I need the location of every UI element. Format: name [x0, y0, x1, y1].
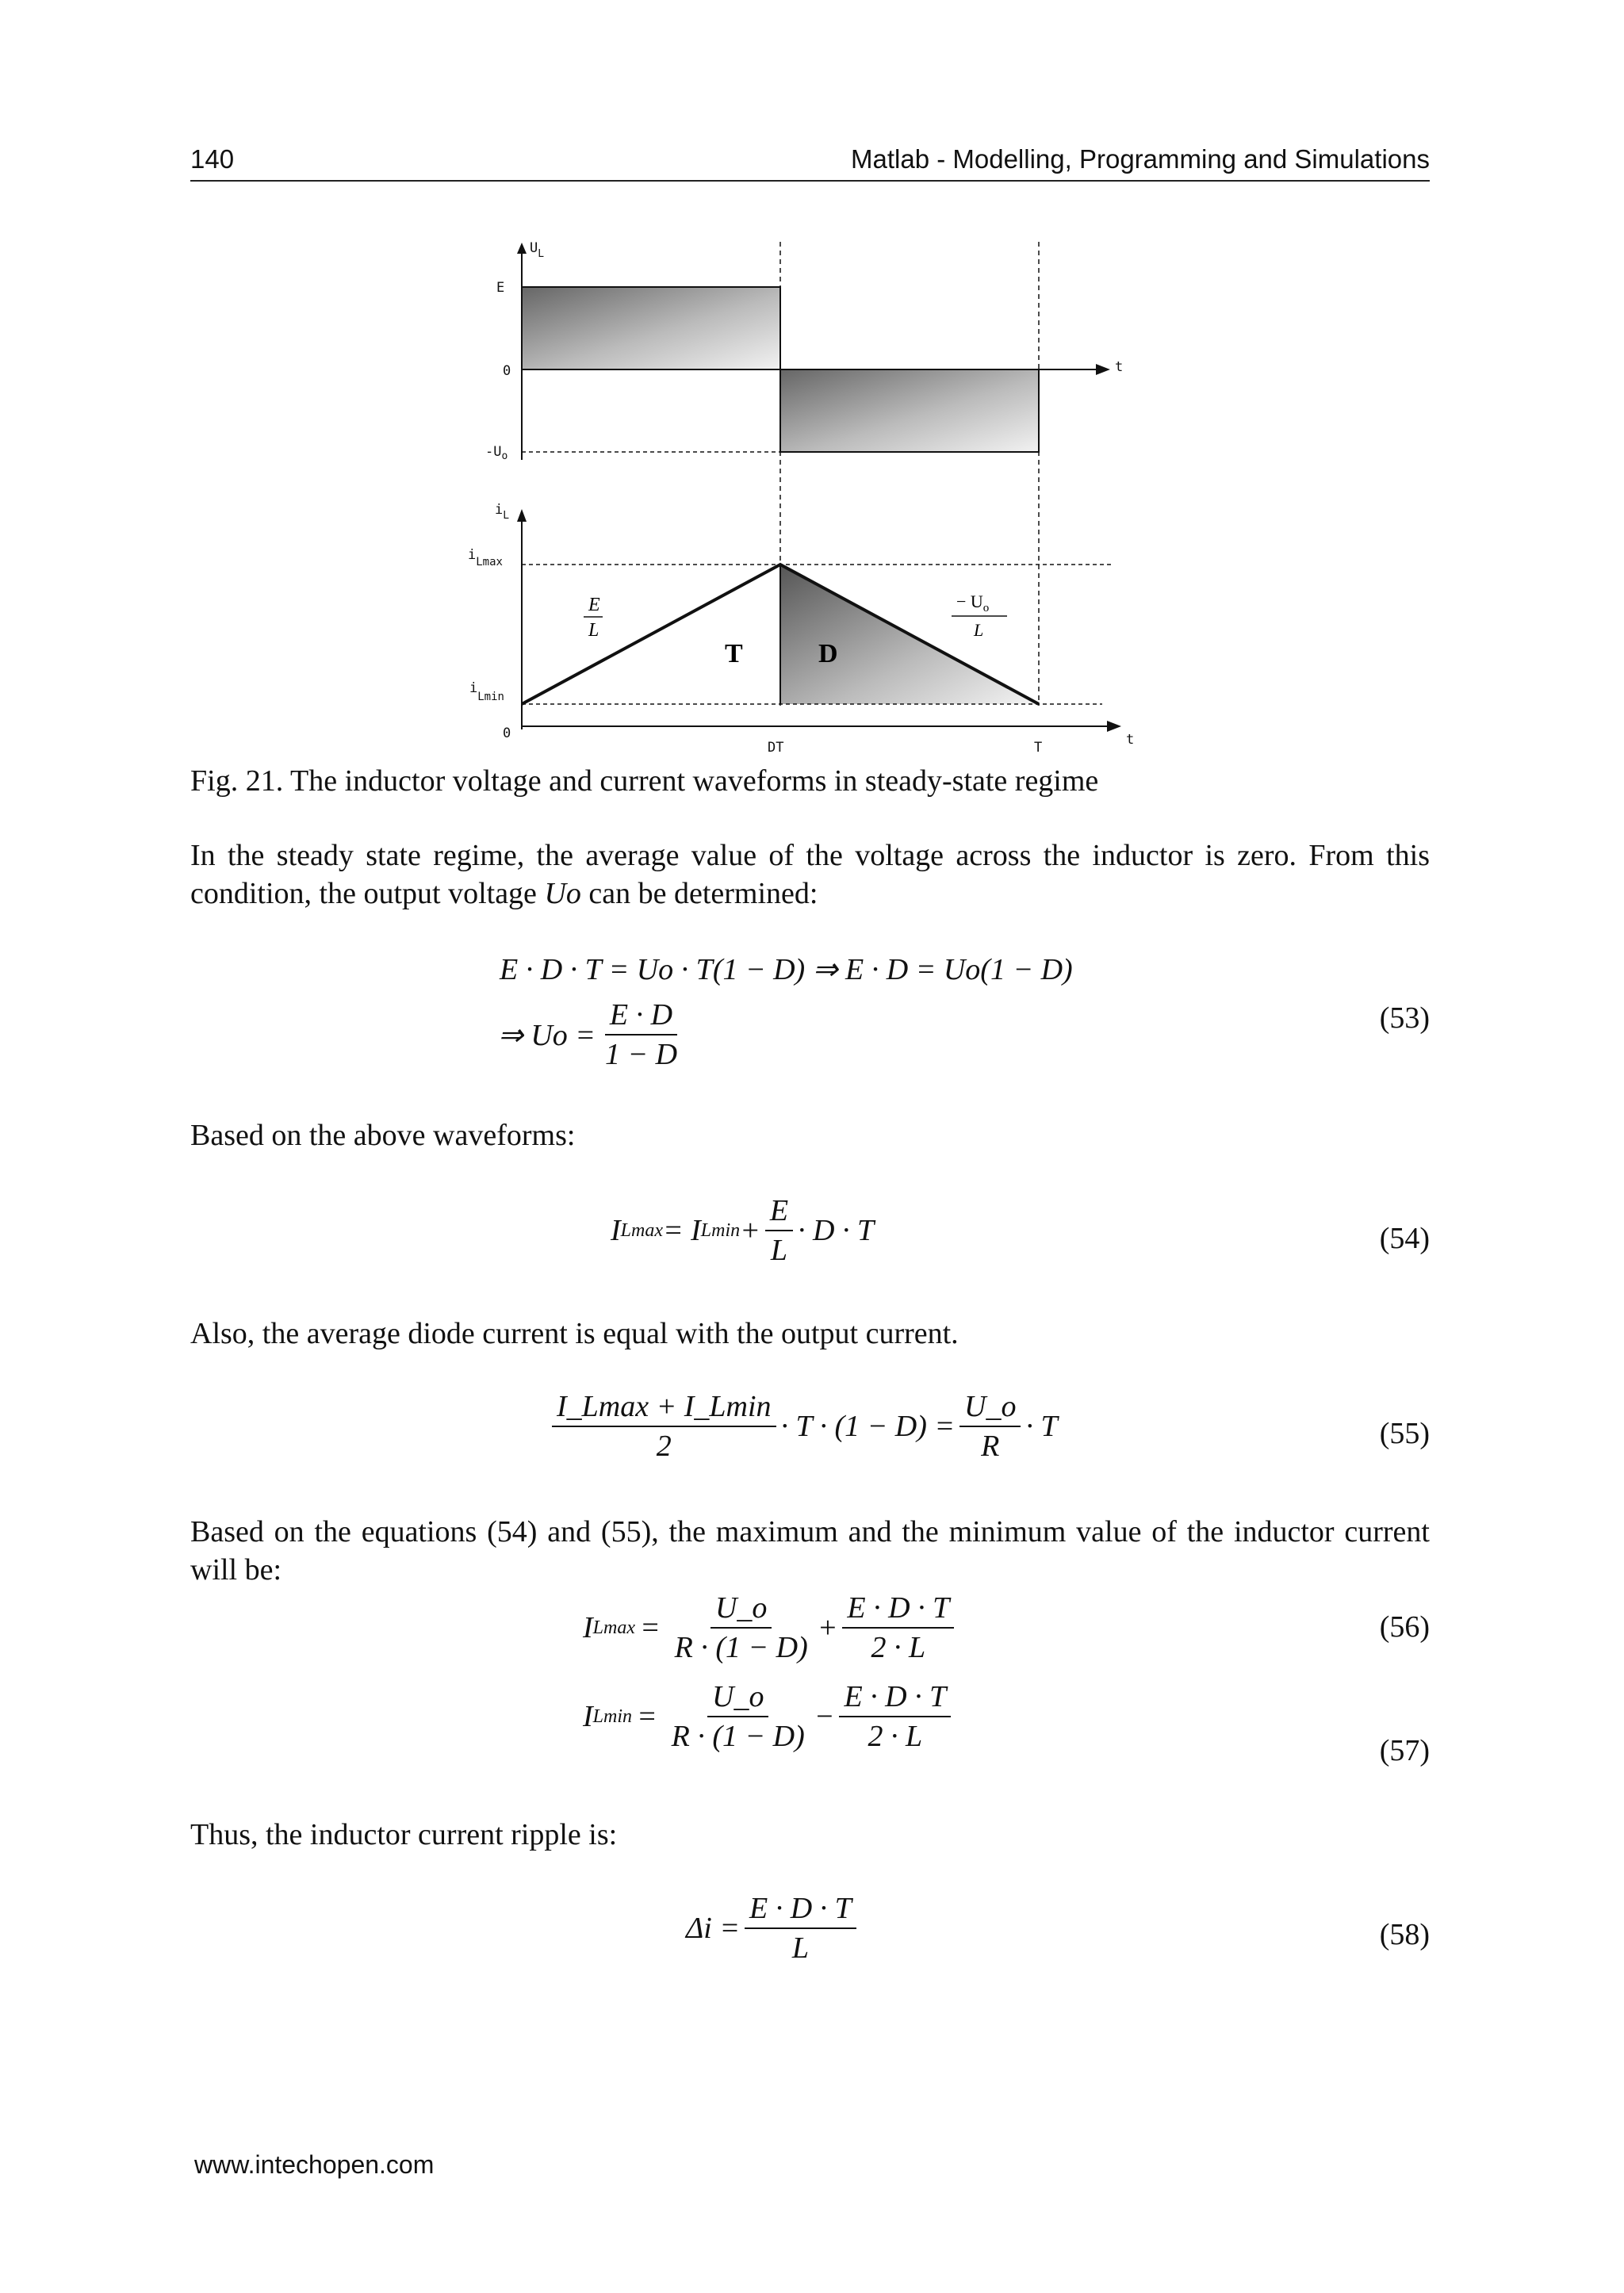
zero-label-current: 0 — [503, 725, 511, 741]
eq55 — [547, 1389, 1058, 1464]
eq56-number: (56) — [1379, 1610, 1430, 1644]
eq54-denominator: L — [770, 1234, 787, 1267]
eq54-lhs-sub: Lmax — [620, 1219, 663, 1241]
eq56-lhs-sub: Lmax — [592, 1617, 635, 1638]
paragraph-1-var: Uo — [544, 877, 581, 910]
eq57-lhs-sub: Lmin — [592, 1705, 633, 1727]
ilmin-label: $i_{Lmin}$ — [469, 680, 504, 703]
eq56: I Lmax = $\frac{U\_o}{R \cdot (1 - D)}$ + $\frac{E \cdot D \cdot T}{2 \cdot L}$ — [583, 1591, 959, 1665]
page-number: 140 — [190, 144, 235, 174]
eq57-numerator-1: U_o — [707, 1679, 768, 1717]
eq58-fraction — [745, 1891, 856, 1966]
eq55-mid: · T · (1 − D) = — [780, 1410, 956, 1443]
eq57-lhs: I — [583, 1700, 593, 1733]
eq55-denominator-1: 2 — [656, 1430, 672, 1463]
eq56-fraction-2 — [842, 1591, 954, 1665]
eq54 — [611, 1193, 874, 1268]
eq56-lhs: I — [583, 1611, 593, 1644]
eq56-operator: + — [817, 1611, 838, 1644]
voltage-on-area — [522, 287, 780, 369]
eq53-fraction — [600, 997, 682, 1072]
eq55-fraction-2 — [959, 1389, 1021, 1464]
eq58-number: (58) — [1379, 1918, 1430, 1951]
eq54-mid-sub: Lmin — [700, 1219, 741, 1241]
eq57-operator: − — [814, 1700, 835, 1733]
paragraph-3: Also, the average diode current is equal with the output current. — [190, 1317, 959, 1350]
paragraph-1-text: In the steady state regime, the average value of the voltage across the inductor is zero. From this condition, the output voltage — [190, 839, 1430, 910]
eq57-denominator-2: 2 · L — [868, 1720, 923, 1753]
eq55-tail: · T — [1025, 1410, 1058, 1443]
eq54-numerator: E — [765, 1193, 793, 1231]
eq54-lhs: I — [611, 1214, 621, 1247]
t-arrow-current — [1107, 721, 1121, 732]
footer-url[interactable]: www.intechopen.com — [194, 2150, 435, 2179]
eq55-numerator-2: U_o — [959, 1389, 1021, 1427]
eq58 — [686, 1891, 861, 1966]
t-label-current: t — [1126, 732, 1135, 748]
waveform-figure — [444, 230, 1158, 769]
eq55-denominator-2: R — [981, 1430, 1000, 1463]
eq58-denominator: L — [791, 1931, 809, 1965]
voltage-off-area — [780, 369, 1039, 452]
eq57-denominator-1: R · (1 − D) — [671, 1720, 805, 1753]
eq53-denominator: 1 − D — [604, 1038, 678, 1071]
eq56-denominator-1: R · (1 − D) — [674, 1631, 808, 1664]
figure-caption: Fig. 21. The inductor voltage and current waveforms in steady-state regime — [190, 764, 1099, 798]
eq54-plus: + — [740, 1214, 760, 1247]
eq57-fraction-2 — [839, 1679, 951, 1754]
eq57-number: (57) — [1379, 1734, 1430, 1767]
eq54-mid: = I — [663, 1214, 701, 1247]
header-rule — [190, 180, 1430, 182]
il-arrow — [517, 509, 527, 522]
paragraph-4: Based on the equations (54) and (55), the maximum and the minimum value of the inductor current will be: — [190, 1515, 1430, 1587]
eq55-fraction-1 — [552, 1389, 776, 1464]
slope-down-den: L — [974, 620, 984, 640]
il-label: $i_L$ — [495, 502, 510, 522]
neg-uo-label: $-U_o$ — [485, 444, 508, 462]
eq56-denominator-2: 2 · L — [871, 1631, 926, 1664]
paragraph-1 — [190, 836, 1430, 913]
dt-tick-label: DT — [768, 740, 784, 756]
zero-label-voltage: 0 — [503, 363, 511, 379]
e-label: E — [496, 280, 505, 296]
slope-up-den: L — [588, 620, 599, 641]
region-d-label: D — [818, 639, 838, 668]
t-arrow-voltage — [1096, 364, 1110, 375]
eq53-number: (53) — [1379, 1001, 1430, 1035]
region-t-label: T — [725, 639, 743, 668]
eq57-numerator-2: E · D · T — [839, 1679, 951, 1717]
eq53-lhs: ⇒ Uo = — [498, 1018, 596, 1052]
eq57-fraction-1 — [667, 1679, 810, 1754]
eq57: I Lmin = $\frac{U\_o}{R \cdot (1 - D)}$ − $\frac{E \cdot D \cdot T}{2 \cdot L}$ — [583, 1679, 956, 1754]
ul-label: $U_L$ — [530, 240, 545, 260]
eq54-number: (54) — [1379, 1222, 1430, 1255]
ilmax-label: $i_{Lmax}$ — [468, 547, 503, 568]
running-head: Matlab - Modelling, Programming and Simulations — [851, 144, 1430, 174]
eq53-numerator: E · D — [605, 997, 677, 1035]
slope-down-num: − $U_o$ — [956, 591, 990, 614]
eq55-number: (55) — [1379, 1417, 1430, 1450]
eq56-fraction-1 — [670, 1591, 813, 1665]
paragraph-1-end: can be determined: — [588, 877, 818, 910]
eq55-numerator-1: I_Lmax + I_Lmin — [552, 1389, 776, 1427]
eq58-numerator: E · D · T — [745, 1891, 856, 1929]
paragraph-5: Thus, the inductor current ripple is: — [190, 1818, 618, 1851]
t-label-voltage: t — [1115, 359, 1124, 375]
ul-arrow — [517, 243, 527, 254]
paragraph-2: Based on the above waveforms: — [190, 1119, 576, 1152]
eq54-tail: · D · T — [798, 1214, 875, 1247]
eq53-line2 — [498, 997, 687, 1072]
eq53-line1: E · D · T = Uo · T(1 − D) ⇒ E · D = Uo(1 − D) — [500, 953, 1073, 986]
eq58-lhs: Δi = — [686, 1912, 741, 1945]
eq54-fraction — [765, 1193, 793, 1268]
t-tick-label: T — [1034, 740, 1043, 756]
eq56-numerator-1: U_o — [710, 1591, 772, 1629]
slope-up-num: E — [588, 595, 600, 615]
eq56-numerator-2: E · D · T — [842, 1591, 954, 1629]
